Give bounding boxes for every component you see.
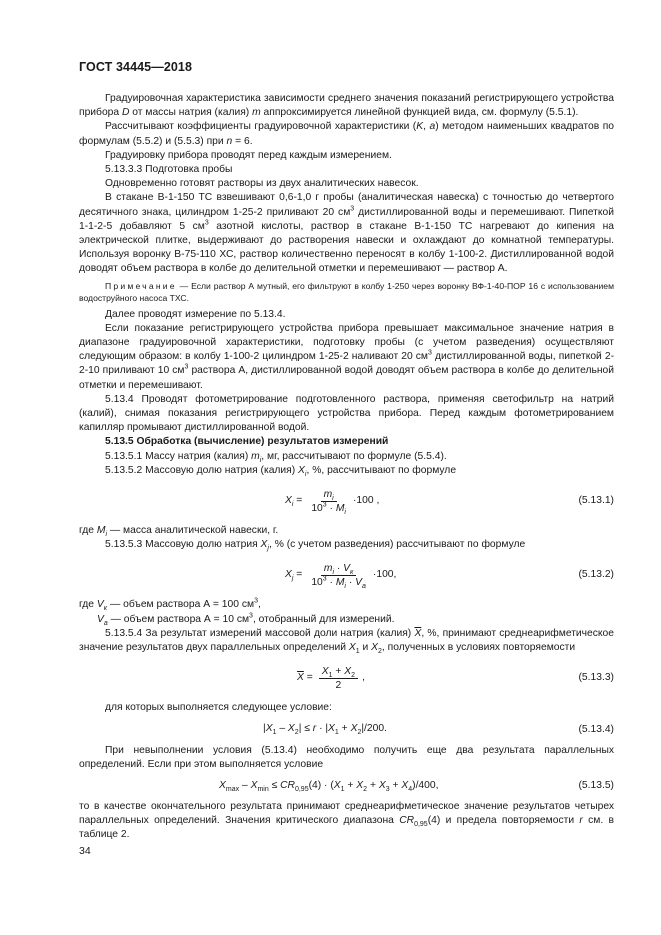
paragraph-calibration-before: Градуировку прибора проводят перед каждым измерением.	[105, 149, 392, 161]
formula-5-13-1: $X_i$ = $\frac{m_i}{10^3 \cdot M_i}$ ·100 , (5.13.1)	[285, 488, 614, 516]
formula-number: (5.13.2)	[578, 569, 614, 581]
paragraph-condition-fail: При невыполнении условия (5.13.4) необходимо получить еще два результата параллельных определений. Если при этом выполняется условие	[79, 744, 614, 770]
paragraph-5-13-5-2: 5.13.5.2 Массовую долю натрия (калия) $X_i$, %, рассчитывают по формуле	[105, 464, 457, 478]
paragraph-condition: для которых выполняется следующее условие:	[105, 702, 332, 714]
note-filtering	[79, 280, 614, 304]
formula-5-13-3: $\overline{X}$ = $\frac{X_1 + X_2}{2}$ , (5.13.3)	[297, 665, 614, 691]
document-body	[79, 92, 614, 843]
paragraph-5-13-5-1: 5.13.5.1 Массу натрия (калия) $m_i$, мг, рассчитывают по формуле (5.5.4).	[105, 450, 447, 464]
formula-5-13-5: $X_{max} - X_{min} \le CR_{0,95}(4) \cdot (X_1 + X_2 + X_3 + X_4)/400$, (5.13.5)	[219, 779, 614, 793]
paragraph-calibration-characteristic: Градуировочная характеристика зависимости среднего значения показаний регистрирующего устройства прибора D от массы натрия (калия) m аппроксимируется линейной функцией вида, см. формулу (5.5.1).	[79, 93, 614, 119]
paragraph-where-vk: где $V_к$ — объем раствора А = 100 $см^3$,	[79, 598, 261, 613]
paragraph-where-mi: где $M_i$ — масса аналитической навески, г.	[79, 525, 279, 539]
paragraph-where-va: $V_a$ — объем раствора А = 10 $см^3$, отобранный для измерений.	[97, 612, 395, 627]
paragraph-final-result: то в качестве окончательного результата принимают среднеарифметическое значение результатов четырех параллельных определений. Значения критического диапазона $CR_{0,95}(4)$ и предела повторяемости r см. в таблице 2.	[79, 800, 614, 841]
paragraph-next-measurement: Далее проводят измерение по 5.13.4.	[105, 308, 286, 320]
paragraph-dilution: Если показание регистрирующего устройства прибора превышает максимальное значение натрия в диапазоне градуировочной характеристики, подготовку пробы (с учетом разведения) осуществляют следующим образом: в колбу 1-100-2 цилиндром 1-25-2 наливают 20 $см^3$ дистиллированной воды, пипеткой 2-2-10 приливают 10 $см^3$ раствора А, дистиллированной водой доводят объем раствора в колбе до делительной отметки и перемешивают.	[79, 322, 615, 391]
standard-header: ГОСТ 34445—2018	[79, 60, 193, 74]
paragraph-5-13-4: 5.13.4 Проводят фотометрирование подготовленного раствора, применяя светофильтр на натрий (калий), снимая показания регистрирующего устройства прибора. Перед каждым фотометрированием капилляр промывают дистиллированной водой.	[79, 393, 614, 434]
formula-number: (5.13.3)	[578, 672, 614, 684]
paragraph-5-13-5-4: 5.13.5.4 За результат измерений массовой доли натрия (калия) $\overline{X}$, %, принимают среднеарифметическое значение результатов двух параллельных определений $X_1$ и $X_2$, полученных в условиях повторяемости	[79, 627, 614, 656]
formula-5-13-4: $|X_1 - X_2| \le r \cdot |X_1 + X_2|/200$. (5.13.4)	[263, 723, 614, 737]
note-text: — Если раствор А мутный, его фильтруют в колбу 1-250 через воронку ВФ-1-40-ПОР 16 с использованием водоструйного насоса ТХС.	[79, 280, 614, 303]
paragraph-two-samples: Одновременно готовят растворы из двух аналитических навесок.	[105, 178, 419, 190]
paragraph-coefficients: Рассчитывают коэффициенты градуировочной характеристики (K, a) методом наименьших квадратов по формулам (5.5.2) и (5.5.3) при n = 6.	[79, 121, 614, 147]
paragraph-sample-prep: В стакане В-1-150 ТС взвешивают 0,6-1,0 г пробы (аналитическая навеска) с точностью до четвертого десятичного знака, цилиндром 1-25-2 приливают 20 $см^3$ дистиллированной воды и перемешивают. Пипеткой 1-1-2-5 добавляют 5 $см^3$ азотной кислоты, раствор в стакане В-1-150 ТС нагревают до кипения на электрической плитке, выдерживают до растворения навески и охлаждают до комнатной температуры. Используя воронку В-75-110 ХС, раствор количественно переносят в колбу 1-100-2. Дистиллированной водой доводят объем раствора в колбе до делительной отметки и перемешивают — раствор А.	[79, 192, 614, 275]
page-number: 34	[79, 845, 91, 857]
formula-number: (5.13.4)	[578, 723, 614, 735]
section-heading-5-13-5: 5.13.5 Обработка (вычисление) результатов измерений	[105, 436, 389, 448]
formula-number: (5.13.1)	[578, 494, 614, 506]
paragraph-5-13-5-3: 5.13.5.3 Массовую долю натрия $X_j$, % (с учетом разведения) рассчитывают по формуле	[105, 539, 526, 553]
formula-5-13-2: $X_j$ = $\frac{m_i \cdot V_к}{10^3 \cdot M_i \cdot V_a}$ ·100, (5.13.2)	[285, 562, 614, 591]
formula-number: (5.13.5)	[578, 779, 614, 791]
note-label: Примечание	[105, 280, 177, 291]
section-heading-5-13-3-3: 5.13.3.3 Подготовка пробы	[105, 164, 233, 176]
